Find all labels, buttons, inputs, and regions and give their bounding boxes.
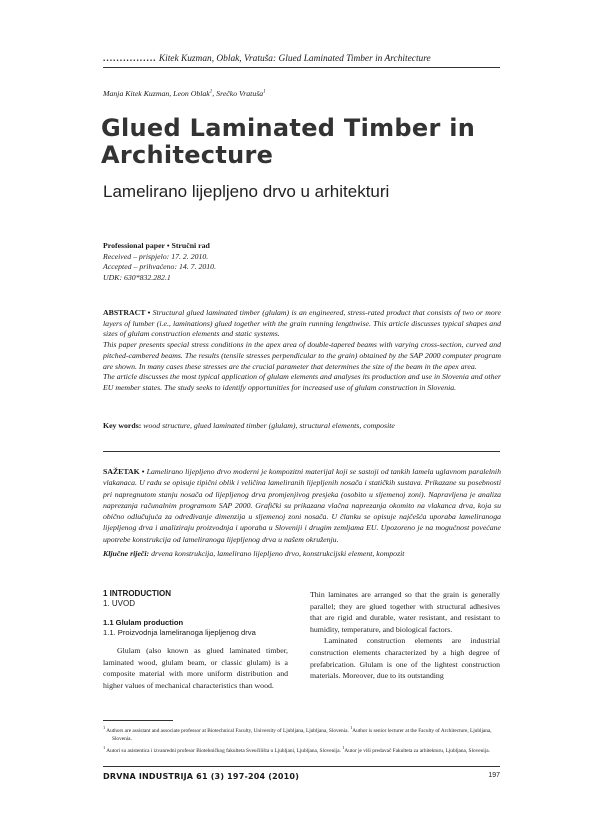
author-name-vratusa: Srečko Vratuša bbox=[216, 89, 264, 98]
sazetak bbox=[103, 466, 501, 545]
abstract-paragraph: The article discusses the most typical application of glulam elements and analyses its production and use in Slovenia and other EU member states. The study seeks to identify opportunities for increased use of glulam construction in Slovenia. bbox=[103, 372, 501, 392]
paper-meta bbox=[103, 241, 216, 283]
article-title: Glued Laminated Timber in Architecture bbox=[101, 114, 476, 169]
abstract-paragraph: Structural glued laminated timber (glulam) is an engineered, stress-rated product that consists of two or more layers of lumber (i.e., laminations) glued together with the grain running lengthwise. This article discusses typical shapes and sizes of glulam construction elements and static systems. bbox=[103, 308, 501, 339]
sazetak-text: Lamelirano lijepljeno drvo moderni je kompozitni materijal koji se sastoji od tankih lamela uglavnom paralelnih vlakanaca. U radu se opisuje tipični oblik i veličina lameliranih lijepljenih nosača i statičkih sustava. Prikazane su posebnosti pri napregnutom stanju nosača od lijepljenog drva promjenjivog presjeka (osobito u sljemenoj zoni). Napravljena je analiza naprezanja računalnim programom SAP 2000. Grafički su prikazana vlačna naprezanja okomito na vlakanca drva, koja su obično odlučujuća za određivanje dimenzija u sljemenoj zoni nosača. U članku se opisuje najčešća uporaba lameliranoga lijepljenog drva i analiziraju proizvodnja i uporaba u Sloveniji i drugim zemljama EU. Upozoreno je na mogućnost povećane upotrebe konstrukcija od lameliranoga lijepljenog drva u našem okruženju. bbox=[103, 467, 501, 544]
abstract-paragraph: This paper presents special stress conditions in the apex area of double-tapered beams with varying cross-section, curved and pitched-cambered beams. The results (tensile stresses perpendicular to the grain) obtained by the SAP 2000 computer program are shown. In many cases these stresses are the crucial parameter that determines the size of the beam in the apex area. bbox=[103, 340, 501, 371]
keywords-label: Key words: bbox=[103, 421, 142, 430]
received-date: Received – prispjelo: 17. 2. 2010. bbox=[103, 251, 209, 261]
body-paragraph: Laminated construction elements are industrial construction elements characterized by a high degree of prefabrication. Glulam is one of the lightest construction materials. Moreover, due to its outstanding bbox=[310, 636, 500, 681]
paper-type: Professional paper • Stručni rad bbox=[103, 241, 210, 250]
section-heading bbox=[103, 589, 171, 608]
section-title-en: 1 INTRODUCTION bbox=[103, 589, 171, 598]
footnote-mark: 1 bbox=[103, 725, 106, 730]
running-head-dots: ................ bbox=[103, 54, 157, 64]
author-footnote-mark: 1 bbox=[209, 89, 213, 95]
subsection-title-hr: 1.1. Proizvodnja lameliranoga lijepljenog drva bbox=[103, 627, 256, 637]
body-column-right bbox=[310, 589, 500, 682]
udk-code: UDK: 630*832.282.1 bbox=[103, 272, 171, 282]
footnote-text: Autor je viši predavač Fakulteta za arhitekturu, Ljubljana, Slovenija. bbox=[344, 747, 490, 754]
kljucne-rijeci bbox=[103, 549, 501, 560]
kljucne-text: drvena konstrukcija, lamelirano lijepljeno drvo, konstrukcijski element, kompozit bbox=[149, 549, 405, 558]
footnote-hr bbox=[103, 744, 501, 755]
body-paragraph: Glulam (also known as glued laminated timber, laminated wood, glulam beam, or classic glulam) is a composite material with more uniform distribution and higher values of mechanical characteristics than wood. bbox=[103, 646, 288, 690]
header-rule bbox=[103, 67, 500, 68]
section-rule bbox=[103, 451, 500, 452]
running-head-text: Kitek Kuzman, Oblak, Vratuša: Glued Laminated Timber in Architecture bbox=[156, 54, 431, 64]
abstract-label: ABSTRACT • bbox=[103, 308, 153, 317]
author-names: Manja Kitek Kuzman, Leon Oblak bbox=[103, 89, 210, 98]
author-footnote-mark: 1 bbox=[263, 89, 266, 95]
page-number: 197 bbox=[488, 772, 500, 779]
footnote-mark: 1 bbox=[103, 745, 106, 751]
body-paragraph: Thin laminates are arranged so that the grain is generally parallel; they are glued together with structural adhesives that are rigid and durable, water resistant, and resistant to humidity, temperature, and biological factors. bbox=[310, 590, 500, 634]
footnote-rule bbox=[103, 720, 173, 721]
article-subtitle: Lamelirano lijepljeno drvo u arhitekturi bbox=[103, 182, 390, 201]
body-column-left bbox=[103, 645, 288, 691]
footer-rule bbox=[103, 766, 500, 767]
journal-citation: DRVNA INDUSTRIJA 61 (3) 197-204 (2010) bbox=[103, 772, 300, 781]
abstract bbox=[103, 308, 501, 394]
running-head bbox=[103, 54, 500, 64]
sazetak-label: SAŽETAK • bbox=[103, 467, 147, 476]
footnote-en bbox=[103, 724, 501, 744]
subsection-title-en: 1.1 Glulam production bbox=[103, 618, 184, 627]
footnote-mark: 1 bbox=[342, 745, 345, 751]
footnotes bbox=[103, 724, 501, 756]
kljucne-label: Ključne riječi: bbox=[103, 549, 150, 558]
footnote-text: Autori su asistentica i izvanredni profesor Biotehničkog fakulteta Sveučilišta u Ljubljani, Ljubljana, Slovenija. bbox=[106, 747, 343, 754]
subsection-heading bbox=[103, 618, 256, 637]
author-line bbox=[103, 89, 266, 98]
footnote-text: Authors are assistant and associate professor at Biotechnical Faculty, University of Ljubljana, Ljubljana, Slovenia. bbox=[106, 727, 351, 734]
author-separator: , bbox=[212, 89, 217, 98]
footnote-text: Author is senior lecturer at the Faculty of Architecture, Ljubljana, Slovenia. bbox=[112, 727, 492, 743]
footnote-mark: 1 bbox=[350, 725, 353, 730]
keywords bbox=[103, 421, 501, 432]
accepted-date: Accepted – prihvaćeno: 14. 7. 2010. bbox=[103, 262, 217, 272]
keywords-text: wood structure, glued laminated timber (glulam), structural elements, composite bbox=[141, 421, 395, 430]
section-title-hr: 1. UVOD bbox=[103, 598, 136, 608]
